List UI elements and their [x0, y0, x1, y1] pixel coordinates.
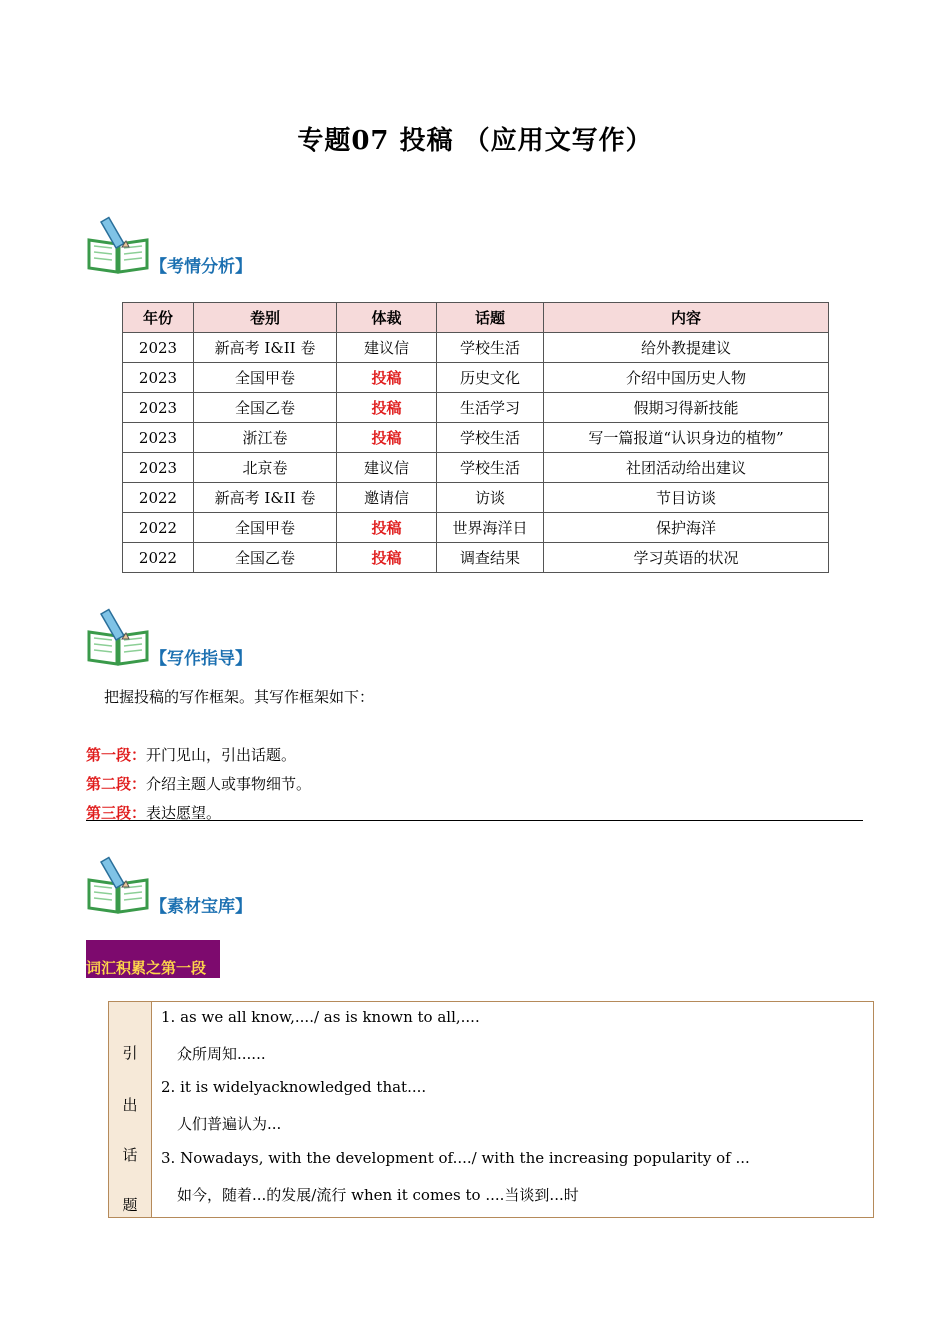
table-row — [123, 393, 829, 423]
col-content: 内容 — [544, 303, 829, 333]
vocab-line: 众所周知...... — [177, 1045, 266, 1063]
cell: 学校生活 — [437, 333, 544, 363]
cell: 浙江卷 — [194, 423, 337, 453]
paragraph-key: 第一段： — [86, 746, 147, 764]
book-pencil-icon — [86, 856, 150, 916]
exam-analysis-table — [122, 302, 829, 573]
cell: 2023 — [123, 333, 194, 363]
table-row — [123, 483, 829, 513]
cell: 邀请信 — [337, 483, 437, 513]
col-paper: 卷别 — [194, 303, 337, 333]
table-header-row — [123, 303, 829, 333]
paragraph-text: 开门见山，引出话题。 — [146, 746, 297, 764]
cell: 2022 — [123, 483, 194, 513]
vocab-side-label — [109, 1002, 152, 1217]
section-title: 【考情分析】 — [150, 257, 252, 277]
table-row — [123, 333, 829, 363]
cell: 全国乙卷 — [194, 393, 337, 423]
table-row — [123, 423, 829, 453]
cell: 学习英语的状况 — [544, 543, 829, 573]
cell: 新高考 I&II 卷 — [194, 333, 337, 363]
cell: 全国甲卷 — [194, 513, 337, 543]
table-row — [123, 363, 829, 393]
vocab-line: 1. as we all know,..../ as is known to all,.... — [161, 1008, 480, 1026]
cell: 2023 — [123, 453, 194, 483]
vocab-box — [108, 1001, 874, 1218]
cell: 介绍中国历史人物 — [544, 363, 829, 393]
vocab-tag — [86, 940, 220, 978]
vocab-line: 人们普遍认为... — [177, 1115, 282, 1133]
col-genre: 体裁 — [337, 303, 437, 333]
section-header-analysis — [86, 216, 386, 276]
cell: 给外教提建议 — [544, 333, 829, 363]
cell: 历史文化 — [437, 363, 544, 393]
cell: 2022 — [123, 513, 194, 543]
paragraph-key: 第二段： — [86, 775, 147, 793]
cell: 写一篇报道“认识身边的植物” — [544, 423, 829, 453]
cell: 2023 — [123, 363, 194, 393]
col-year: 年份 — [123, 303, 194, 333]
cell: 学校生活 — [437, 423, 544, 453]
section-title: 【写作指导】 — [150, 649, 252, 669]
cell: 2023 — [123, 423, 194, 453]
cell: 访谈 — [437, 483, 544, 513]
divider — [86, 820, 863, 821]
cell: 假期习得新技能 — [544, 393, 829, 423]
vocab-line: 3. Nowadays, with the development of..../ with the increasing popularity of ... — [161, 1149, 750, 1167]
cell-highlight: 投稿 — [337, 393, 437, 423]
paragraph-text: 表达愿望。 — [146, 804, 222, 822]
cell-highlight: 投稿 — [337, 363, 437, 393]
cell: 全国甲卷 — [194, 363, 337, 393]
guide-intro: 把握投稿的写作框架。其写作框架如下： — [104, 688, 375, 706]
paragraph-key: 第三段： — [86, 804, 147, 822]
side-char: 出 — [122, 1096, 138, 1114]
side-char: 引 — [122, 1044, 138, 1062]
cell: 保护海洋 — [544, 513, 829, 543]
table-row — [123, 453, 829, 483]
book-pencil-icon — [86, 608, 150, 668]
cell: 建议信 — [337, 453, 437, 483]
guide-paragraph-2 — [86, 773, 311, 794]
section-title: 【素材宝库】 — [150, 897, 252, 917]
cell: 世界海洋日 — [437, 513, 544, 543]
section-header-guide — [86, 608, 386, 668]
cell: 调查结果 — [437, 543, 544, 573]
side-char: 题 — [122, 1196, 138, 1214]
cell: 建议信 — [337, 333, 437, 363]
paragraph-text: 介绍主题人或事物细节。 — [146, 775, 312, 793]
vocab-line: 2. it is widelyacknowledged that.... — [161, 1078, 427, 1096]
cell-highlight: 投稿 — [337, 423, 437, 453]
col-topic: 话题 — [437, 303, 544, 333]
table-row — [123, 543, 829, 573]
cell: 学校生活 — [437, 453, 544, 483]
cell-highlight: 投稿 — [337, 513, 437, 543]
side-char: 话 — [122, 1146, 138, 1164]
section-header-materials — [86, 856, 386, 916]
cell: 新高考 I&II 卷 — [194, 483, 337, 513]
guide-paragraph-1 — [86, 744, 296, 765]
cell: 节目访谈 — [544, 483, 829, 513]
book-pencil-icon — [86, 216, 150, 276]
cell-highlight: 投稿 — [337, 543, 437, 573]
vocab-line: 如今，随着...的发展/流行 when it comes to ....当谈到...时 — [177, 1186, 579, 1204]
table-row — [123, 513, 829, 543]
vocab-tag-label: 词汇积累之第一段 — [86, 959, 207, 977]
cell: 2022 — [123, 543, 194, 573]
cell: 社团活动给出建议 — [544, 453, 829, 483]
cell: 全国乙卷 — [194, 543, 337, 573]
cell: 北京卷 — [194, 453, 337, 483]
cell: 2023 — [123, 393, 194, 423]
cell: 生活学习 — [437, 393, 544, 423]
page-title: 专题07 投稿 （应用文写作） — [297, 126, 653, 156]
